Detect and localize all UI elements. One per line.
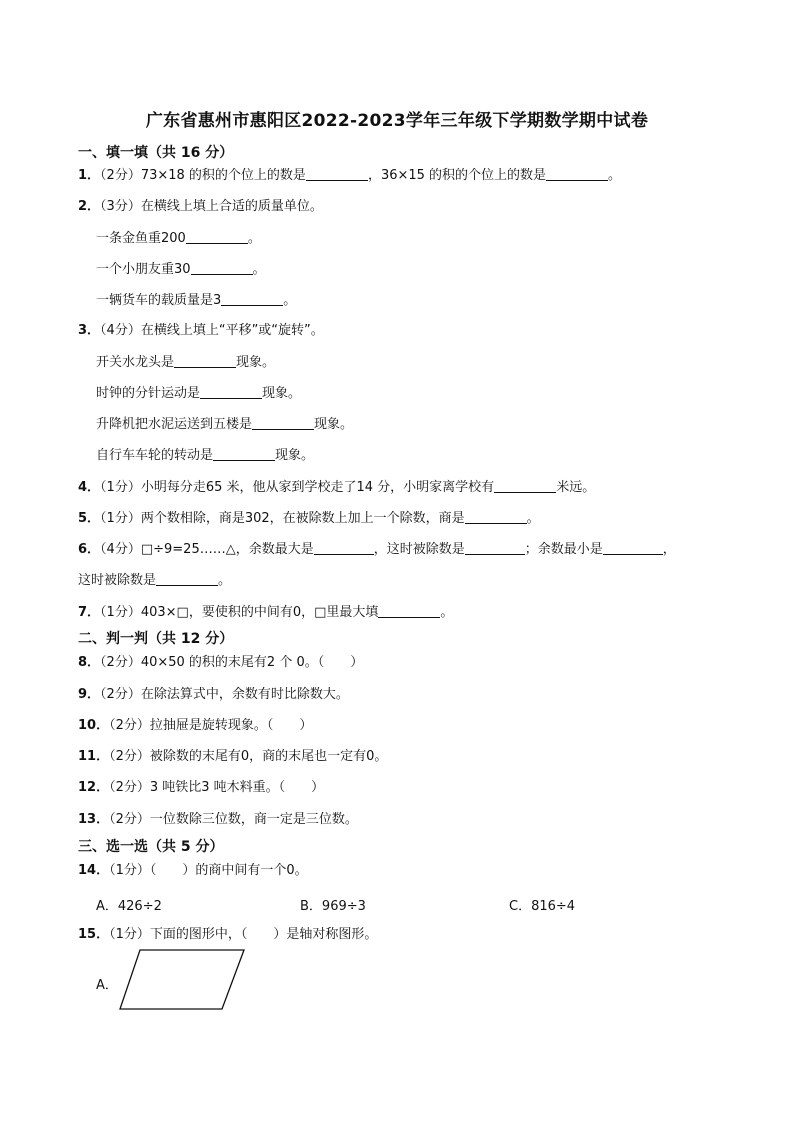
question-3-item <box>96 353 275 372</box>
question-number: 4． <box>78 480 101 495</box>
question-number: 7． <box>78 605 101 620</box>
question-number: 6． <box>78 542 101 557</box>
question-text: 3 吨铁比3 吨木料重。（ ） <box>149 780 325 795</box>
question-number: 11． <box>78 749 110 764</box>
question-number: 1． <box>78 168 101 183</box>
question-text: 下面的图形中，（ ）是轴对称图形。 <box>149 927 378 942</box>
question-6-continued <box>78 571 231 590</box>
item-text: 一辆货车的载质量是3 <box>96 293 222 308</box>
item-text: 自行车车轮的转动是 <box>96 448 214 463</box>
question-text: 这时被除数是 <box>78 573 157 588</box>
option-a[interactable]: A．426÷2 <box>96 899 162 914</box>
question-15 <box>78 926 377 944</box>
question-number: 10． <box>78 718 110 733</box>
question-3-item <box>96 446 314 465</box>
question-3-item <box>96 415 353 434</box>
item-text: 一个小朋友重30 <box>96 262 191 277</box>
option-b[interactable]: B．969÷3 <box>300 899 366 914</box>
question-score: （4分） <box>100 542 141 557</box>
answer-blank[interactable] <box>186 229 248 244</box>
answer-blank[interactable] <box>378 603 440 618</box>
section-heading-judge: 二、判一判（共 12 分） <box>78 631 234 647</box>
question-score: （1分） <box>100 480 141 495</box>
question-12 <box>78 779 324 797</box>
question-10 <box>78 717 312 735</box>
item-text: 现象。 <box>275 448 315 463</box>
item-text: 。 <box>283 293 297 308</box>
question-score: （1分） <box>100 511 141 526</box>
question-number: 12． <box>78 780 110 795</box>
question-text: ，这时被除数是 <box>373 542 465 557</box>
question-text: 在除法算式中，余数有时比除数大。 <box>140 687 349 702</box>
question-8 <box>78 654 363 672</box>
question-score: （2分） <box>100 168 141 183</box>
answer-blank[interactable] <box>191 260 253 275</box>
question-text: ；余数最小是 <box>524 542 603 557</box>
question-14 <box>78 862 308 880</box>
question-7 <box>78 603 453 622</box>
question-2-item <box>96 229 261 248</box>
answer-blank[interactable] <box>252 415 314 430</box>
item-text: 现象。 <box>314 417 354 432</box>
question-text: 。 <box>608 168 622 183</box>
question-score: （2分） <box>100 655 141 670</box>
question-text: 40×50 的积的末尾有2 个 0。（ ） <box>140 655 364 670</box>
question-number: 14． <box>78 863 110 878</box>
question-text: 拉抽屉是旋转现象。（ ） <box>149 718 313 733</box>
answer-blank[interactable] <box>494 478 556 493</box>
question-score: （1分） <box>109 927 150 942</box>
answer-blank[interactable] <box>221 291 283 306</box>
page-title: 广东省惠州市惠阳区2022-2023学年三年级下学期数学期中试卷 <box>145 111 649 131</box>
question-2-item <box>96 291 296 310</box>
question-text: 403×□，要使积的中间有0，□里最大填 <box>140 605 379 620</box>
question-text: □÷9=25……△，余数最大是 <box>140 542 314 557</box>
question-text: ，36×15 的积的个位上的数是 <box>367 168 547 183</box>
question-text: 在横线上填上“平移”或“旋转”。 <box>140 323 324 338</box>
question-text: 。 <box>526 511 540 526</box>
answer-blank[interactable] <box>174 353 236 368</box>
section-heading-choose: 三、选一选（共 5 分） <box>78 839 224 855</box>
question-2 <box>78 198 323 216</box>
question-text: 73×18 的积的个位上的数是 <box>140 168 306 183</box>
question-number: 9． <box>78 687 101 702</box>
answer-blank[interactable] <box>306 166 368 181</box>
question-score: （1分） <box>109 863 150 878</box>
answer-blank[interactable] <box>465 509 527 524</box>
answer-blank[interactable] <box>465 540 525 555</box>
question-number: 3． <box>78 323 101 338</box>
question-1 <box>78 166 621 185</box>
question-9 <box>78 686 349 704</box>
section-heading-fill: 一、填一填（共 16 分） <box>78 145 234 161</box>
question-number: 13． <box>78 812 110 827</box>
item-text: 开关水龙头是 <box>96 355 175 370</box>
question-number: 5． <box>78 511 101 526</box>
question-text: ， <box>662 542 676 557</box>
question-text: 被除数的末尾有0，商的末尾也一定有0。 <box>149 749 388 764</box>
question-text: 小明每分走65 米，他从家到学校走了14 分，小明家离学校有 <box>140 480 495 495</box>
answer-blank[interactable] <box>314 540 374 555</box>
question-score: （4分） <box>100 323 141 338</box>
question-3-item <box>96 384 301 403</box>
question-text: 。 <box>218 573 232 588</box>
question-number: 2． <box>78 199 101 214</box>
question-text: 。 <box>440 605 454 620</box>
item-text: 现象。 <box>262 386 302 401</box>
question-5 <box>78 509 540 528</box>
item-text: 。 <box>252 262 266 277</box>
parallelogram-shape[interactable] <box>118 948 248 1012</box>
option-a-label[interactable]: A． <box>96 978 118 993</box>
question-text: 两个数相除，商是302，在被除数上加上一个除数，商是 <box>140 511 465 526</box>
item-text: 。 <box>247 231 261 246</box>
question-6 <box>78 540 676 559</box>
question-2-item <box>96 260 266 279</box>
question-score: （2分） <box>109 780 150 795</box>
question-3 <box>78 322 324 340</box>
question-text: 在横线上填上合适的质量单位。 <box>140 199 323 214</box>
question-score: （2分） <box>109 812 150 827</box>
question-score: （2分） <box>109 749 150 764</box>
answer-blank[interactable] <box>603 540 663 555</box>
question-4 <box>78 478 595 497</box>
question-11 <box>78 748 387 766</box>
question-number: 15． <box>78 927 110 942</box>
answer-blank[interactable] <box>213 446 275 461</box>
answer-blank[interactable] <box>156 571 218 586</box>
question-score: （1分） <box>100 605 141 620</box>
question-text: 一位数除三位数，商一定是三位数。 <box>149 812 358 827</box>
question-score: （2分） <box>109 718 150 733</box>
question-text: （ ）的商中间有一个0。 <box>149 863 308 878</box>
item-text: 升降机把水泥运送到五楼是 <box>96 417 253 432</box>
question-number: 8． <box>78 655 101 670</box>
item-text: 时钟的分针运动是 <box>96 386 201 401</box>
answer-blank[interactable] <box>200 384 262 399</box>
question-13 <box>78 811 358 829</box>
item-text: 一条金鱼重200 <box>96 231 186 246</box>
option-c[interactable]: C．816÷4 <box>509 899 576 914</box>
question-text: 米远。 <box>556 480 596 495</box>
item-text: 现象。 <box>236 355 276 370</box>
question-score: （2分） <box>100 687 141 702</box>
question-score: （3分） <box>100 199 141 214</box>
answer-blank[interactable] <box>546 166 608 181</box>
